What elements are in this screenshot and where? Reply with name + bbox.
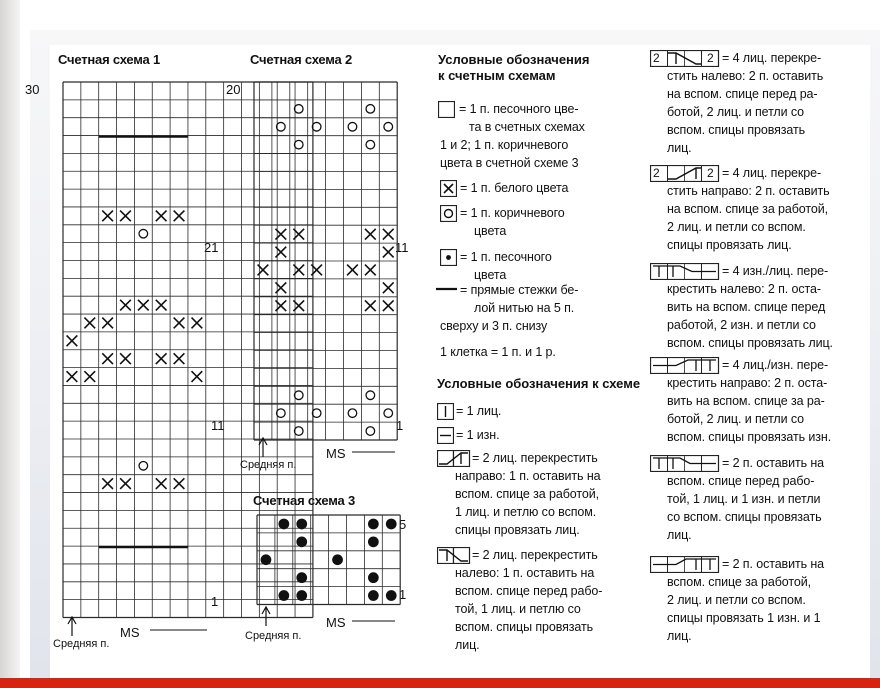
dot-stitch-mark [261, 554, 272, 565]
legend2-c2-back-line-3: 2 лиц. и петли со вспом. [667, 593, 806, 607]
cable-4-left-num-b: 2 [707, 51, 714, 65]
legend2-c2-front-line-3: той, 1 лиц. и 1 изн. и петли [667, 492, 821, 506]
cable-4-purl-knit-left-icon [650, 263, 720, 280]
legend2-c4-kp-right-line-4: ботой, 2 лиц. и петли со [667, 412, 805, 426]
legend2-knit: = 1 лиц. [456, 404, 502, 418]
schema3-row-1: 1 [399, 587, 407, 602]
legend2-cross-right-line-5: спицы провязать лиц. [455, 523, 580, 537]
dot-stitch-mark [368, 519, 379, 530]
legend2-c4-pk-left-line-1: = 4 изн./лиц. пере- [722, 264, 829, 278]
legend2-cross-right-line-2: направо: 1 п. оставить на [455, 469, 601, 483]
cable-4-left-num-a: 2 [653, 51, 660, 65]
legend2-c2-back-line-1: = 2 п. оставить на [722, 557, 825, 571]
schema1-row-30: 30 [25, 82, 40, 97]
brown-stitch-icon [440, 205, 457, 222]
legend2-cross-left-line-6: лиц. [455, 638, 480, 652]
legend-heading-1: Условные обозначения [438, 52, 590, 67]
legend2-c4-right-line-4: 2 лиц. и петли со вспом. [667, 220, 806, 234]
cross-left-2-icon [437, 547, 471, 564]
legend-heading-2: к счетным схемам [438, 68, 556, 83]
schema1-center-label: Средняя п. [53, 638, 110, 650]
legend-sand-line-4: цвета в счетной схеме 3 [440, 156, 579, 170]
legend-sand-line-3: 1 и 2; 1 п. коричневого [440, 138, 569, 152]
legend2-cross-left-line-4: той, 1 лиц. и петлю со [455, 602, 581, 616]
schema1-title: Счетная схема 1 [58, 52, 161, 67]
cable-2-back-icon [650, 556, 720, 573]
schema2-row-11: 11 [395, 240, 409, 255]
schema1-row-1: 1 [211, 594, 219, 609]
legend2-cross-left-line-1: = 2 лиц. перекрестить [472, 548, 598, 562]
legend-sand-line-1: = 1 п. песочного цве- [459, 102, 579, 116]
schema3-center-label: Средняя п. [245, 630, 302, 642]
cable-4-knit-purl-right-icon [650, 357, 720, 374]
legend-stitch-line-1: = прямые стежки бе- [460, 283, 579, 297]
legend2-c4-pk-left-line-3: вить на вспом. спице перед [667, 300, 826, 314]
legend-brown-line-1: = 1 п. коричневого [460, 206, 565, 220]
dot-stitch-mark [368, 536, 379, 547]
legend2-c4-kp-right-line-1: = 4 лиц./изн. пере- [722, 358, 829, 372]
dot-stitch-mark [368, 590, 379, 601]
legend2-c2-back-line-5: лиц. [667, 629, 692, 643]
legend2-cross-left-line-3: вспом. спице перед рабо- [455, 584, 603, 598]
sand-stitch-icon [438, 101, 455, 118]
dot-stitch-mark [296, 590, 307, 601]
legend-cell-note: 1 клетка = 1 п. и 1 р. [440, 345, 556, 359]
schema2-row-1: 1 [396, 418, 404, 433]
legend2-c2-back-line-2: вспом. спице за работой, [667, 575, 811, 589]
legend2-c4-right-line-3: на вспом. спице за работой, [667, 202, 828, 216]
legend2-c4-pk-left-line-4: работой, 2 изн. и петли со [667, 318, 816, 332]
legend2-c4-left-line-2: стить налево: 2 п. оставить [667, 69, 824, 83]
purl-stitch-icon [437, 427, 454, 444]
legend2-c4-left-line-5: вспом. спицы провязать [667, 123, 806, 137]
cable-4-right-num-a: 2 [653, 166, 660, 180]
dot-stitch-mark [278, 590, 289, 601]
dot-stitch-mark [278, 519, 289, 530]
schema1-row-11: 11 [211, 418, 225, 433]
schema3-row-5: 5 [399, 517, 407, 532]
legend2-c2-back-line-4: спицы провязать 1 изн. и 1 [667, 611, 821, 625]
legend2-purl: = 1 изн. [456, 428, 500, 442]
legend2-c4-left-line-1: = 4 лиц. перекре- [722, 51, 822, 65]
cable-2-front-icon [650, 455, 720, 472]
legend-stitch-line-2: лой нитью на 5 п. [474, 301, 575, 315]
legend2-c4-kp-right-line-5: вспом. спицы провязать изн. [667, 430, 832, 444]
legend2-c4-left-line-3: на вспом. спице перед ра- [667, 87, 818, 101]
white-stitch-icon [440, 180, 457, 197]
legend2-cross-right-line-3: вспом. спице за работой, [455, 487, 599, 501]
sand-dot-stitch-icon [440, 249, 457, 266]
legend2-c2-front-line-5: лиц. [667, 528, 692, 542]
legend-white-line: = 1 п. белого цвета [460, 181, 569, 195]
legend-brown-line-2: цвета [474, 224, 507, 238]
dot-stitch-mark [386, 590, 397, 601]
schema2-row-20: 20 [226, 82, 241, 97]
legend2-c4-right-line-5: спицы провязать лиц. [667, 238, 792, 252]
dot-stitch-mark [296, 519, 307, 530]
cross-right-2-icon [437, 450, 471, 467]
legend2-c4-pk-left-line-2: крестить налево: 2 п. оста- [667, 282, 821, 296]
legend2-c4-kp-right-line-3: вить на вспом. спице за ра- [667, 394, 825, 408]
legend2-c4-right-line-2: стить направо: 2 п. оставить [667, 184, 830, 198]
straight-stitch-icon [436, 284, 458, 294]
legend2-heading: Условные обозначения к схеме [437, 376, 641, 391]
schema2-title: Счетная схема 2 [250, 52, 353, 67]
dot-stitch-mark [296, 536, 307, 547]
schema3-ms-label: MS [326, 615, 346, 630]
dot-stitch-mark [296, 572, 307, 583]
legend2-cross-right-line-4: 1 лиц. и петлю со вспом. [455, 505, 597, 519]
schema2-center-label: Средняя п. [240, 459, 297, 471]
legend2-c4-left-line-6: лиц. [667, 141, 692, 155]
legend2-c2-front-line-1: = 2 п. оставить на [722, 456, 825, 470]
legend-sand-line-2: та в счетных схемах [469, 120, 585, 134]
legend2-c4-pk-left-line-5: вспом. спицы провязать лиц. [667, 336, 833, 350]
cable-4-right-num-b: 2 [707, 166, 714, 180]
legend2-c4-left-line-4: ботой, 2 лиц. и петли со [667, 105, 805, 119]
legend2-c4-right-line-1: = 4 лиц. перекре- [722, 166, 822, 180]
legend-stitch-line-3: сверху и 3 п. снизу [440, 319, 548, 333]
legend2-c2-front-line-4: со вспом. спицы провязать [667, 510, 822, 524]
dot-stitch-mark [386, 519, 397, 530]
legend2-cross-left-line-5: вспом. спицы провязать [455, 620, 594, 634]
legend2-c4-kp-right-line-2: крестить направо: 2 п. оста- [667, 376, 828, 390]
legend-sand2-line-2: цвета [474, 268, 507, 282]
knit-stitch-icon [437, 403, 454, 420]
dot-stitch-mark [368, 572, 379, 583]
schema3-title: Счетная схема 3 [253, 493, 356, 508]
schema1-ms-label: MS [120, 625, 140, 640]
legend2-c2-front-line-2: вспом. спице перед рабо- [667, 474, 815, 488]
legend2-cross-right-line-1: = 2 лиц. перекрестить [472, 451, 598, 465]
schema1-row-21: 21 [204, 240, 219, 255]
legend-sand2-line-1: = 1 п. песочного [460, 250, 552, 264]
schema2-ms-label: MS [326, 446, 346, 461]
legend2-cross-left-line-2: налево: 1 п. оставить на [455, 566, 595, 580]
dot-stitch-mark [332, 554, 343, 565]
